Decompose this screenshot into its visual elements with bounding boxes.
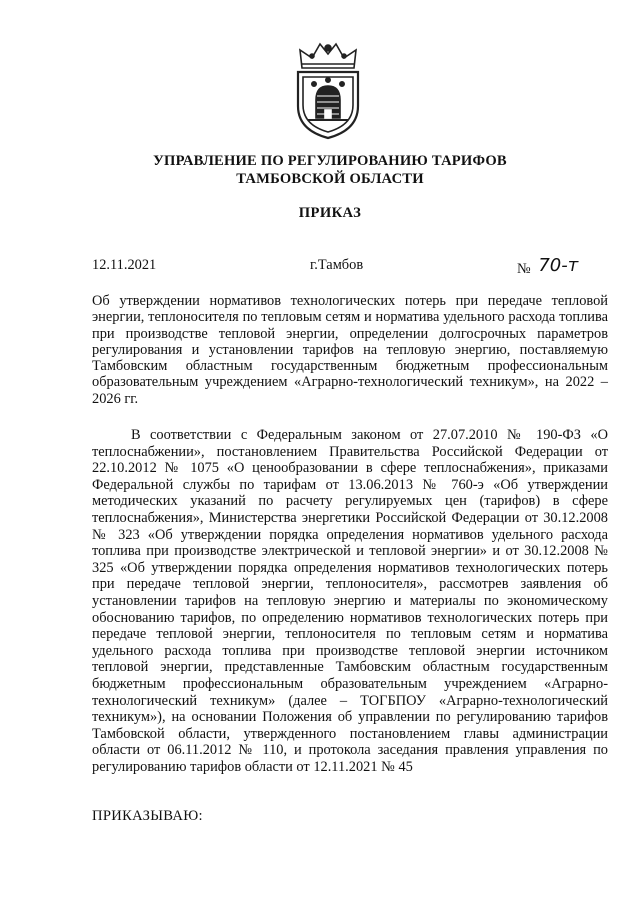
- number-label: №: [517, 261, 531, 277]
- order-word: ПРИКАЗЫВАЮ:: [92, 808, 203, 824]
- preamble-paragraph: В соответствии с Федеральным законом от 27.07.2010 № 190-ФЗ «О теплоснабжении», постановлением Правительства Российской Федерации от 22.10.2012 № 1075 «О ценообразовании в сфере теплоснабжения», приказами Федеральной службы по тарифам от 13.06.2013 № 760-э «Об утверждении методических указаний по расчету регулируемых цен (тарифов) в сфере теплоснабжения», Министерства энергетики Российской Федерации от 30.12.2008 № 323 «Об утверждении порядка определения нормативов удельного расхода топлива при производстве электрической и тепловой энергии» и от 30.12.2008 № 325 «Об утверждении порядка определения нормативов технологических потерь при передаче тепловой энергии, теплоносителя», рассмотрев заявления об установлении тарифов на тепловую энергию и материалы по экономическому обоснованию тарифов, по определению нормативов технологических потерь при передаче тепловой энергии, теплоносителя по тепловым сетям и норматива удельного расхода топлива при производстве тепловой энергии источником тепловой энергии, представленные Тамбовским областным государственным бюджетным профессиональным образовательным учреждением «Аграрно-технологический техникум» (далее – ТОГБПОУ «Аграрно-технологический техникум»), на основании Положения об управлении по регулированию тарифов Тамбовской области, утвержденного постановлением главы администрации области от 06.11.2012 № 110, и протокола заседания правления управления по регулированию тарифов области от 12.11.2021 № 45: [92, 427, 608, 775]
- number-value: 70-т: [538, 255, 579, 276]
- document-subject: Об утверждении нормативов технологических потерь при передаче тепловой энергии, теплоносителя по тепловым сетям и норматива удельного расхода топлива при производстве тепловой энергии, определении долгосрочных параметров регулирования и установлении тарифов на тепловую энергию, поставляемую Тамбовским областным государственным бюджетным профессиональным образовательным учреждением «Аграрно-технологический техникум», на 2022 – 2026 гг.: [92, 293, 608, 407]
- document-number: [517, 257, 578, 278]
- organization-title-line2: ТАМБОВСКОЙ ОБЛАСТИ: [236, 171, 424, 187]
- document-type: ПРИКАЗ: [298, 205, 362, 221]
- document-date: 12.11.2021: [92, 257, 157, 273]
- document-city: г.Тамбов: [310, 257, 364, 273]
- organization-title: [60, 152, 600, 188]
- organization-title-line1: УПРАВЛЕНИЕ ПО РЕГУЛИРОВАНИЮ ТАРИФОВ: [153, 153, 507, 169]
- tambov-coat-of-arms-icon: [290, 38, 366, 142]
